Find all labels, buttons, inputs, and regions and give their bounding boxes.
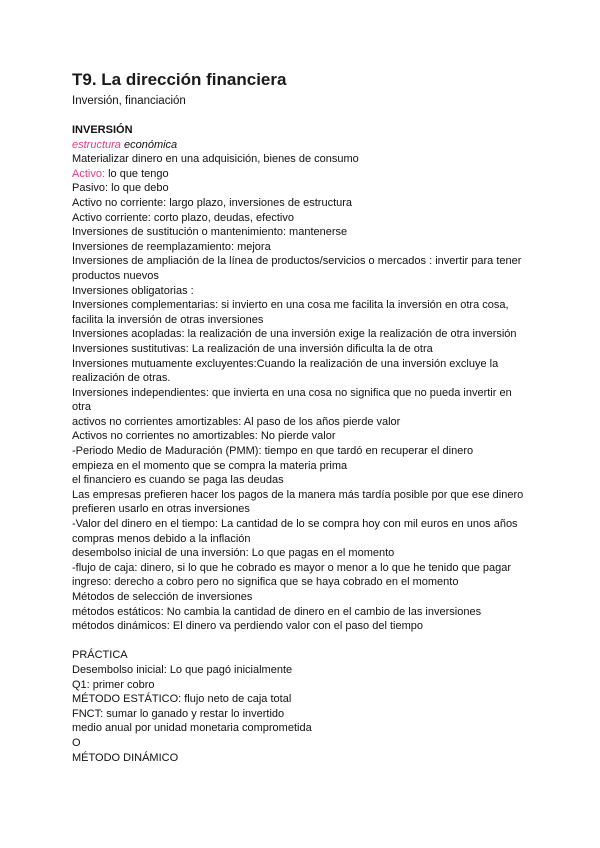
text-line: ingreso: derecho a cobro pero no significa que se haya cobrado en el momento xyxy=(72,576,459,589)
text-line: realización de otras. xyxy=(72,372,171,385)
text-line: MÉTODO DINÁMICO xyxy=(72,751,179,764)
text-line: Inversiones sustitutivas: La realización de una inversión dificulta la de otra xyxy=(72,342,433,355)
text-line: Activo no corriente: largo plazo, inversiones de estructura xyxy=(72,196,353,209)
text-line: métodos estáticos: No cambia la cantidad de dinero en el cambio de las inversiones xyxy=(72,605,482,618)
activo-rest: lo que tengo xyxy=(108,167,169,180)
text-line: Métodos de selección de inversiones xyxy=(72,591,253,603)
highlight-activo: Activo: xyxy=(72,167,106,180)
text-line: Materializar dinero en una adquisición, bienes de consumo xyxy=(72,153,359,166)
highlight-estructura: estructura xyxy=(72,138,121,151)
text-line: Q1: primer cobro xyxy=(72,678,155,691)
text-line: FNCT: sumar lo ganado y restar lo invertido xyxy=(72,707,285,720)
lead-rest: económica xyxy=(123,138,178,151)
text-line: facilita la inversión de otras inversiones xyxy=(72,313,264,326)
text-line: Activo corriente: corto plazo, deudas, efectivo xyxy=(72,211,294,224)
page-title: T9. La dirección financiera xyxy=(72,70,287,89)
text-line: Desembolso inicial: Lo que pagó inicialmente xyxy=(72,663,293,676)
section-heading-inversion: INVERSIÓN xyxy=(72,124,133,136)
text-line: Inversiones de ampliación de la línea de productos/servicios o mercados : invertir para tener xyxy=(72,255,522,268)
text-line: Inversiones independientes: que invierta en una cosa no significa que no pueda invertir en xyxy=(72,386,512,399)
text-line: empieza en el momento que se compra la materia prima xyxy=(72,459,348,472)
text-line: -Periodo Medio de Maduración (PMM): tiempo en que tardó en recuperar el dinero xyxy=(72,445,474,458)
text-line: productos nuevos xyxy=(72,269,159,282)
text-line: activos no corrientes amortizables: Al paso de los años pierde valor xyxy=(72,415,401,428)
text-line: Las empresas prefieren hacer los pagos de la manera más tardía posible por que ese dinero xyxy=(72,488,524,501)
text-line: Activos no corrientes no amortizables: No pierde valor xyxy=(72,430,336,443)
text-line: el financiero es cuando se paga las deudas xyxy=(72,474,284,487)
text-line: Inversiones obligatorias : xyxy=(72,284,194,297)
text-line: Inversiones acopladas: la realización de una inversión exige la realización de otra inversión xyxy=(72,328,517,341)
text-line: Pasivo: lo que debo xyxy=(72,182,169,195)
text-line: -Valor del dinero en el tiempo: La cantidad de lo se compra hoy con mil euros en unos años xyxy=(72,518,518,531)
text-line: Inversiones complementarias: si invierto en una cosa me facilita la inversión en otra cosa, xyxy=(72,299,509,312)
text-line: medio anual por unidad monetaria comprometida xyxy=(72,722,312,735)
text-line: desembolso inicial de una inversión: Lo que pagas en el momento xyxy=(72,547,395,560)
text-line: prefieren usarlo en otras inversiones xyxy=(72,503,250,516)
text-line: métodos dinámicos: El dinero va perdiendo valor con el paso del tiempo xyxy=(72,620,423,633)
text-line: Inversiones mutuamente excluyentes:Cuando la realización de una inversión excluye la xyxy=(72,357,499,370)
activo-line xyxy=(72,167,542,182)
section-spacer xyxy=(72,634,542,649)
lead-line xyxy=(72,138,542,153)
text-line: otra xyxy=(72,401,91,414)
page-subtitle: Inversión, financiación xyxy=(72,95,186,107)
text-line: O xyxy=(72,736,81,749)
section-heading-practica: PRÁCTICA xyxy=(72,649,128,662)
text-line: Inversiones de reemplazamiento: mejora xyxy=(72,240,271,253)
text-line: compras menos debido a la inflación xyxy=(72,532,251,545)
text-line: Inversiones de sustitución o mantenimiento: mantenerse xyxy=(72,226,348,239)
text-line: MÉTODO ESTÁTICO: flujo neto de caja total xyxy=(72,693,292,706)
text-line: -flujo de caja: dinero, si lo que he cobrado es mayor o menor a lo que he tenido que pagar xyxy=(72,561,512,574)
document-body xyxy=(72,123,542,765)
